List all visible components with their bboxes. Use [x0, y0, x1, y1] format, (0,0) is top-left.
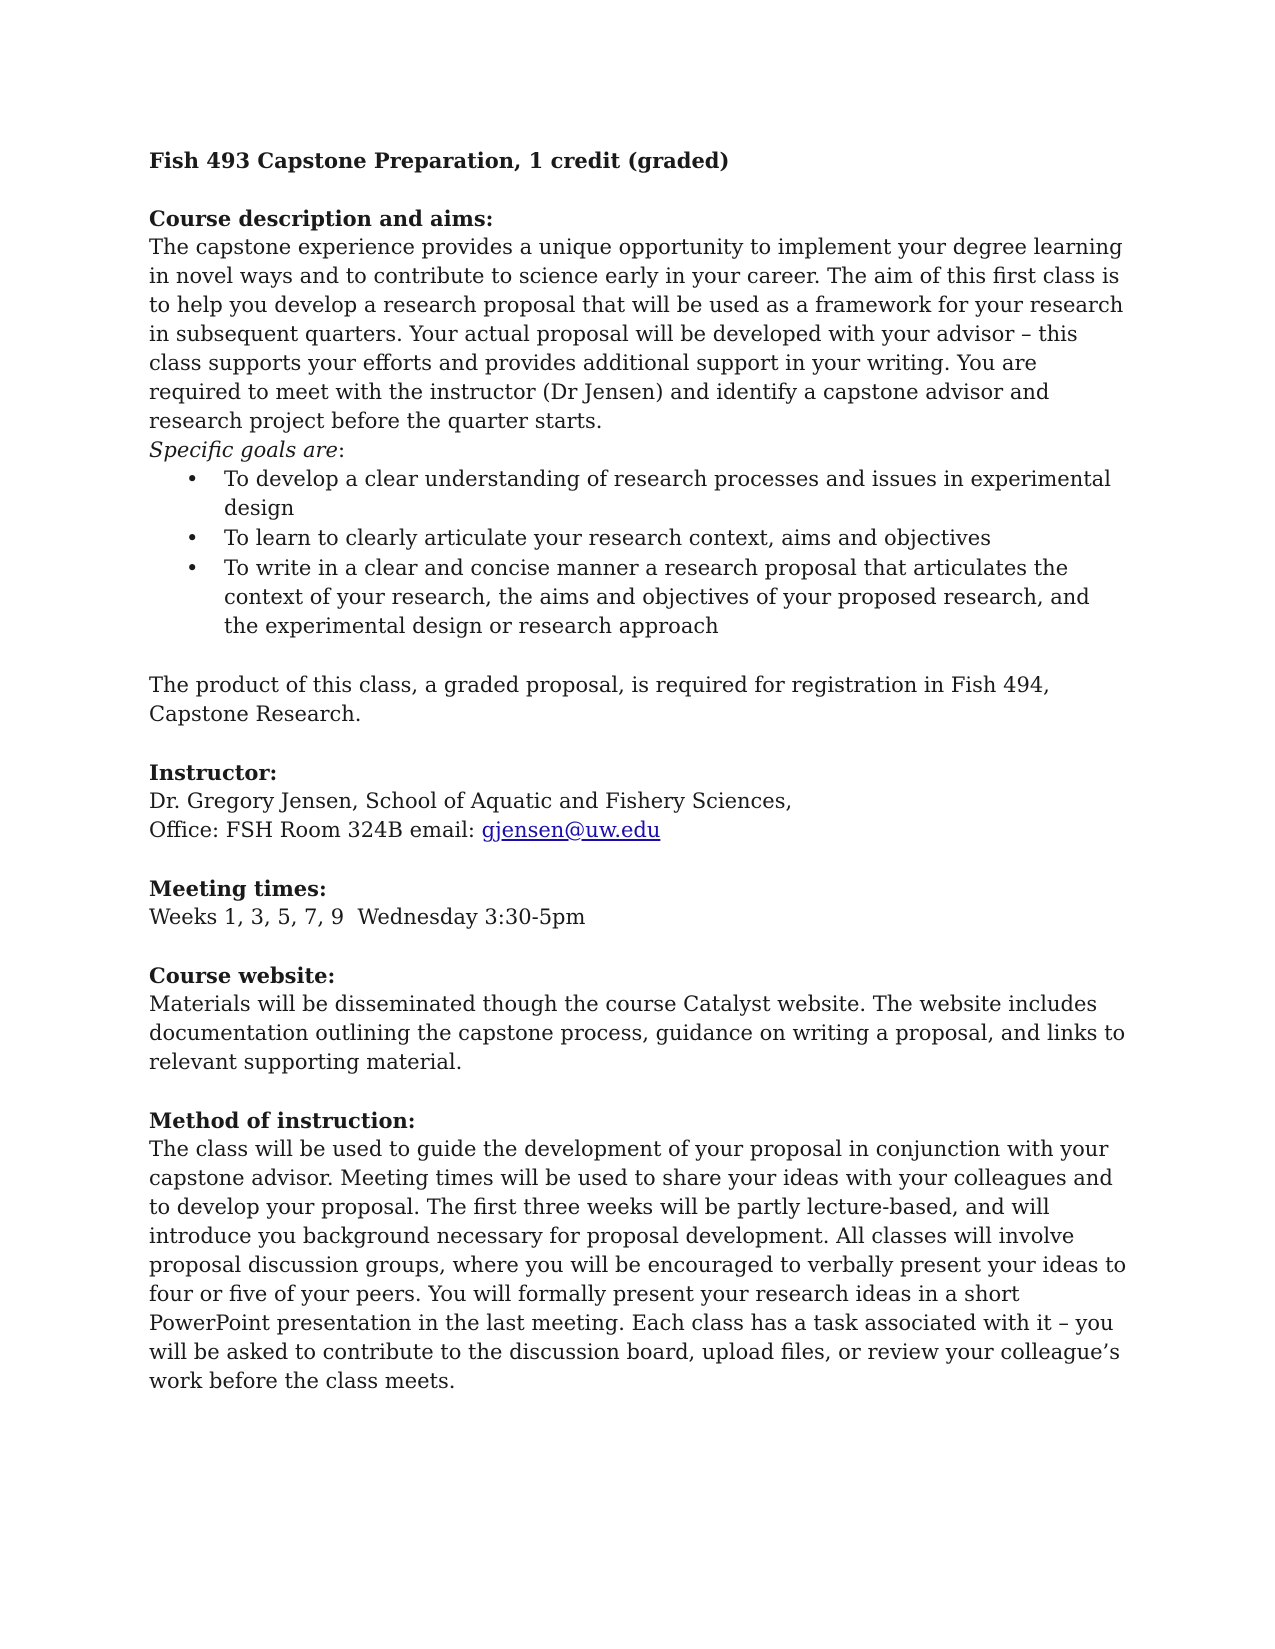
instructor-name-line: Dr. Gregory Jensen, School of Aquatic and Fishery Sciences, — [149, 789, 793, 813]
goals-label-line — [149, 436, 1129, 465]
method-heading: Method of instruction: — [149, 1108, 416, 1133]
bullet-icon: • — [186, 526, 199, 550]
goals-list — [149, 465, 1129, 641]
spacer — [149, 932, 1129, 961]
spacer — [149, 729, 1129, 758]
goal-item — [149, 554, 1129, 641]
product-note: The product of this class, a graded proposal, is required for registration in Fish 494, Capstone Research. — [149, 673, 1050, 726]
description-heading: Course description and aims: — [149, 206, 494, 231]
goals-label: Specific goals are — [149, 438, 338, 462]
spacer — [149, 1077, 1129, 1106]
goals-colon: : — [337, 438, 346, 462]
website-text: Materials will be disseminated though the course Catalyst website. The website includes documentation outlining the capstone process, guidance on writing a proposal, and links to relevant supporting material. — [149, 992, 1126, 1074]
method-text: The class will be used to guide the development of your proposal in conjunction with your capstone advisor. Meeting times will be used to share your ideas with your colleagues and to develop your proposal. The first three weeks will be partly lecture-based, and will introduce you background necessary for proposal development. All classes will involve proposal discussion groups, where you will be encouraged to verbally present your ideas to four or five of your peers. You will formally present your research ideas in a short PowerPoint presentation in the last meeting. Each class has a task associated with it – you will be asked to contribute to the discussion board, upload files, or review your colleague’s work before the class meets. — [149, 1137, 1127, 1393]
goal-text: To develop a clear understanding of research processes and issues in experimental design — [224, 467, 1111, 520]
goal-text: To write in a clear and concise manner a research proposal that articulates the context of your research, the aims and objectives of your proposed research, and the experimental design or research approach — [224, 556, 1090, 638]
office-text: Office: FSH Room 324B email: — [149, 818, 482, 842]
goal-item — [149, 465, 1129, 523]
instructor-heading: Instructor: — [149, 760, 278, 785]
website-heading: Course website: — [149, 963, 336, 988]
spacer — [149, 845, 1129, 874]
email-link[interactable]: gjensen@uw.edu — [481, 818, 661, 842]
meeting-times: Weeks 1, 3, 5, 7, 9 Wednesday 3:30-5pm — [149, 905, 586, 929]
meeting-heading: Meeting times: — [149, 876, 327, 901]
goal-text: To learn to clearly articulate your research context, aims and objectives — [224, 526, 991, 550]
goal-item — [149, 524, 1129, 553]
syllabus-page — [149, 146, 1129, 1396]
course-title: Fish 493 Capstone Preparation, 1 credit (graded) — [149, 148, 730, 173]
description-body: The capstone experience provides a unique opportunity to implement your degree learning in novel ways and to contribute to science early in your career. The aim of this first class is to help you develop a research proposal that will be used as a framework for your research in subsequent quarters. Your actual proposal will be developed with your advisor – this class supports your efforts and provides additional support in your writing. You are required to meet with the instructor (Dr Jensen) and identify a capstone advisor and research project before the quarter starts. — [149, 235, 1124, 433]
bullet-icon: • — [186, 467, 199, 491]
bullet-icon: • — [186, 556, 199, 580]
instructor-office-line — [149, 816, 1129, 845]
spacer — [149, 642, 1129, 671]
